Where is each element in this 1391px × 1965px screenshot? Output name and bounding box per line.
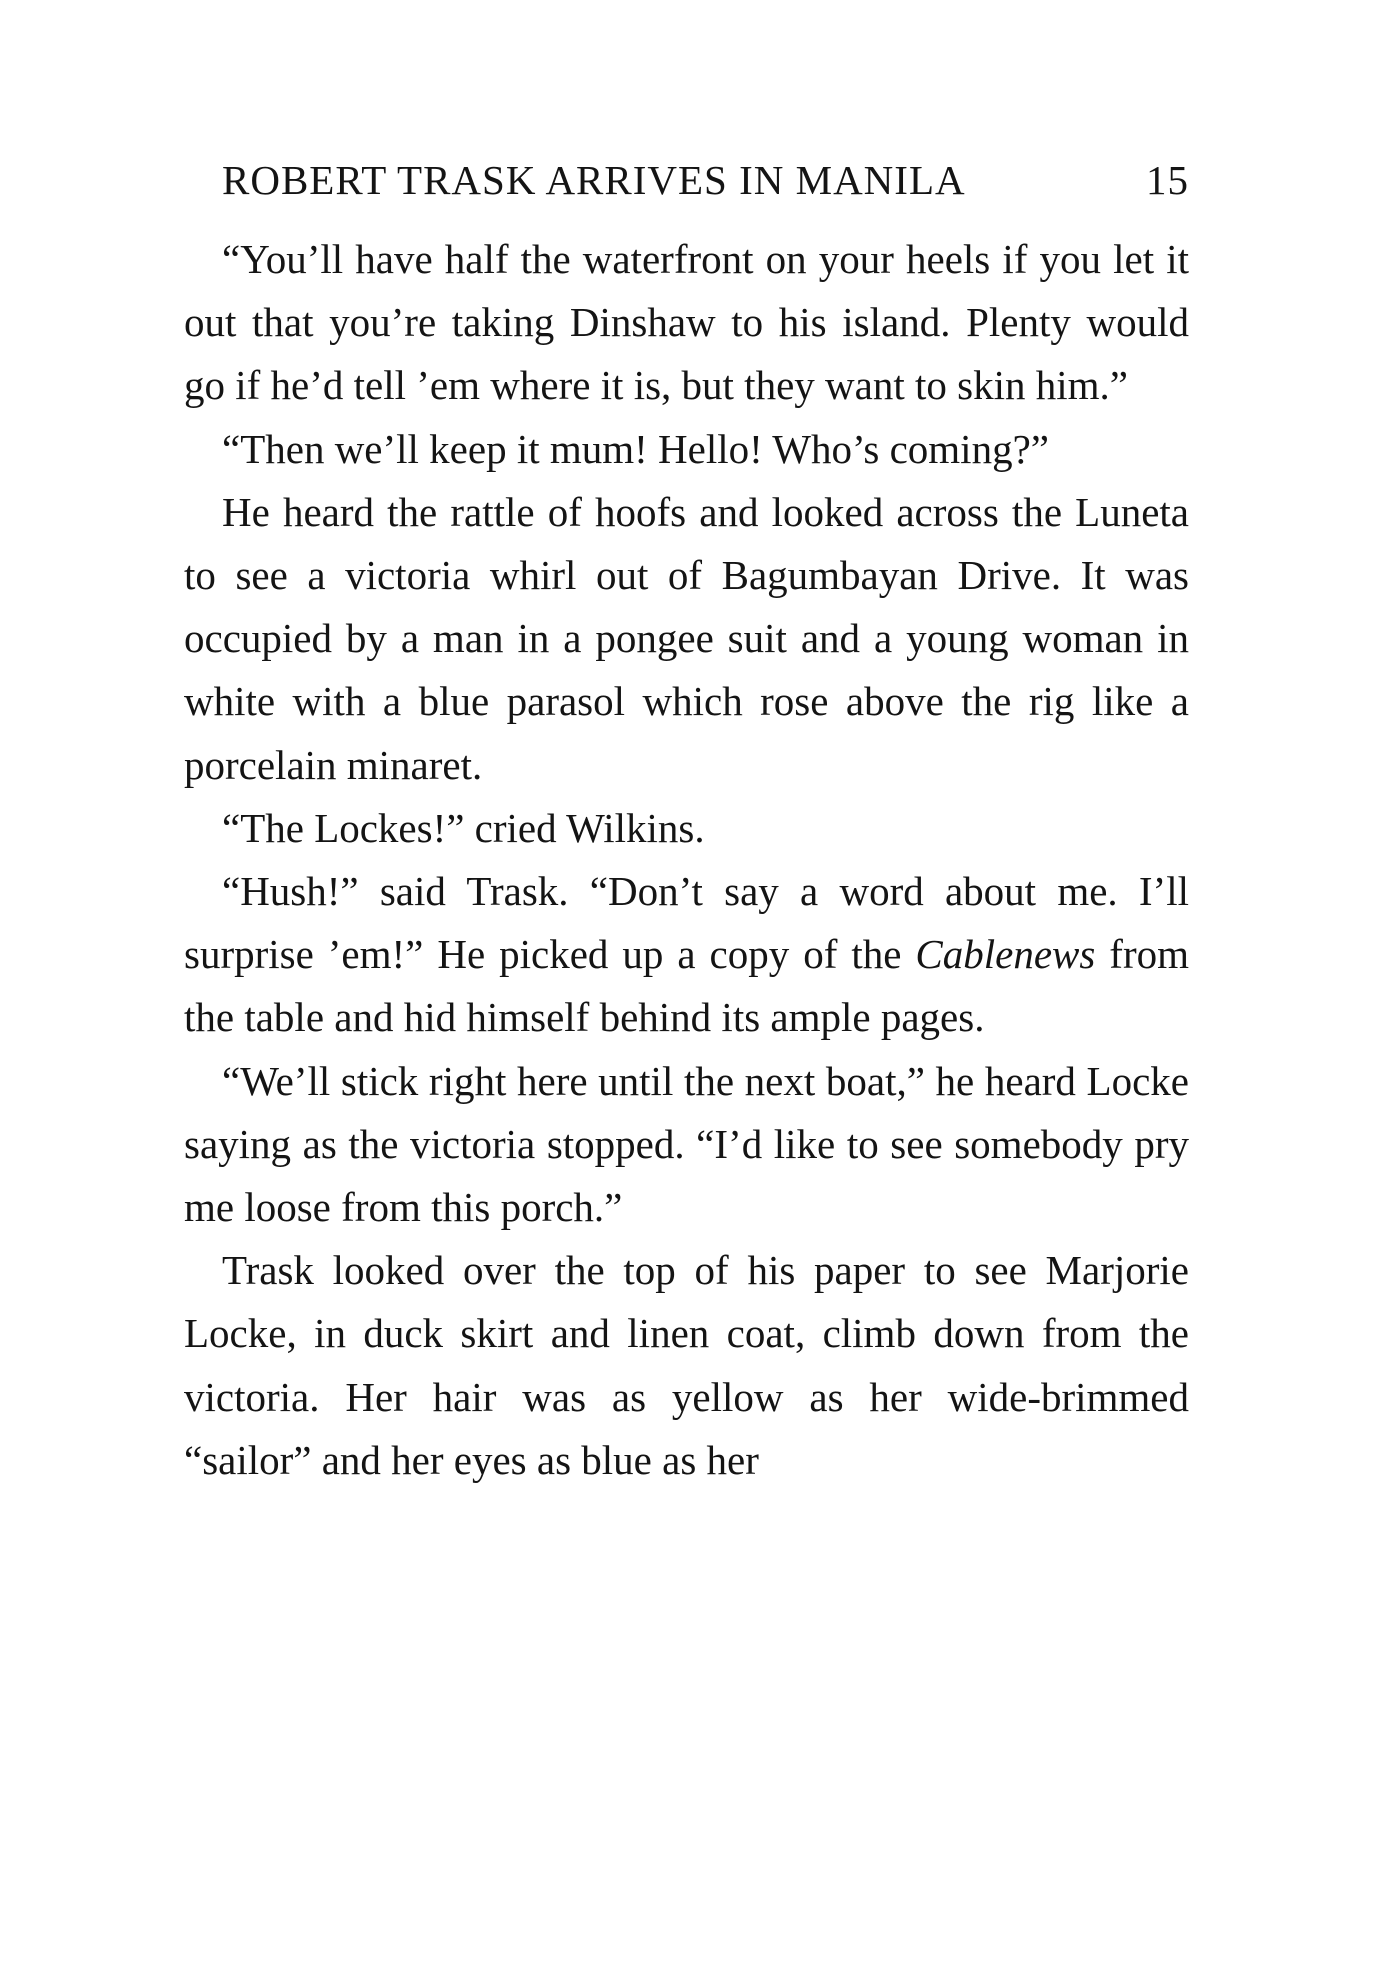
body-text (184, 228, 1189, 1492)
paragraph-text: from the table and hid himself behind its ample pages. (184, 931, 1189, 1041)
paragraph-text: “Hush!” said Trask. “Don’t say a word about me. I’ll surprise ’em!” He picked up a copy of the (184, 868, 1189, 978)
running-title: ROBERT TRASK ARRIVES IN MANILA (222, 157, 966, 203)
page-number: 15 (1146, 157, 1189, 203)
paragraph: Trask looked over the top of his paper to see Marjorie Locke, in duck skirt and linen coat, climb down from the victoria. Her hair was as yellow as her wide-brimmed “sailor” and her eyes as blue as her (184, 1247, 1189, 1483)
paragraph: “Then we’ll keep it mum! Hello! Who’s coming?” (222, 425, 1049, 472)
paragraph: He heard the rattle of hoofs and looked across the Luneta to see a victoria whirl out of Bagumbayan Drive. It was occupied by a man in a pongee suit and a young woman in white with a blue parasol which rose above the rig like a porcelain minaret. (184, 488, 1189, 788)
paragraph: “You’ll have half the waterfront on your heels if you let it out that you’re taking Dinshaw to his island. Plenty would go if he’d tell ’em where it is, but they want to skin him.” (184, 236, 1189, 409)
paragraph: “The Lockes!” cried Wilkins. (222, 804, 705, 851)
paragraph (184, 860, 1189, 1050)
newspaper-title: Cablenews (915, 931, 1096, 978)
paragraph: “We’ll stick right here until the next boat,” he heard Locke saying as the victoria stopped. “I’d like to see somebody pry me loose from this porch.” (184, 1057, 1189, 1231)
running-head (222, 150, 1189, 210)
